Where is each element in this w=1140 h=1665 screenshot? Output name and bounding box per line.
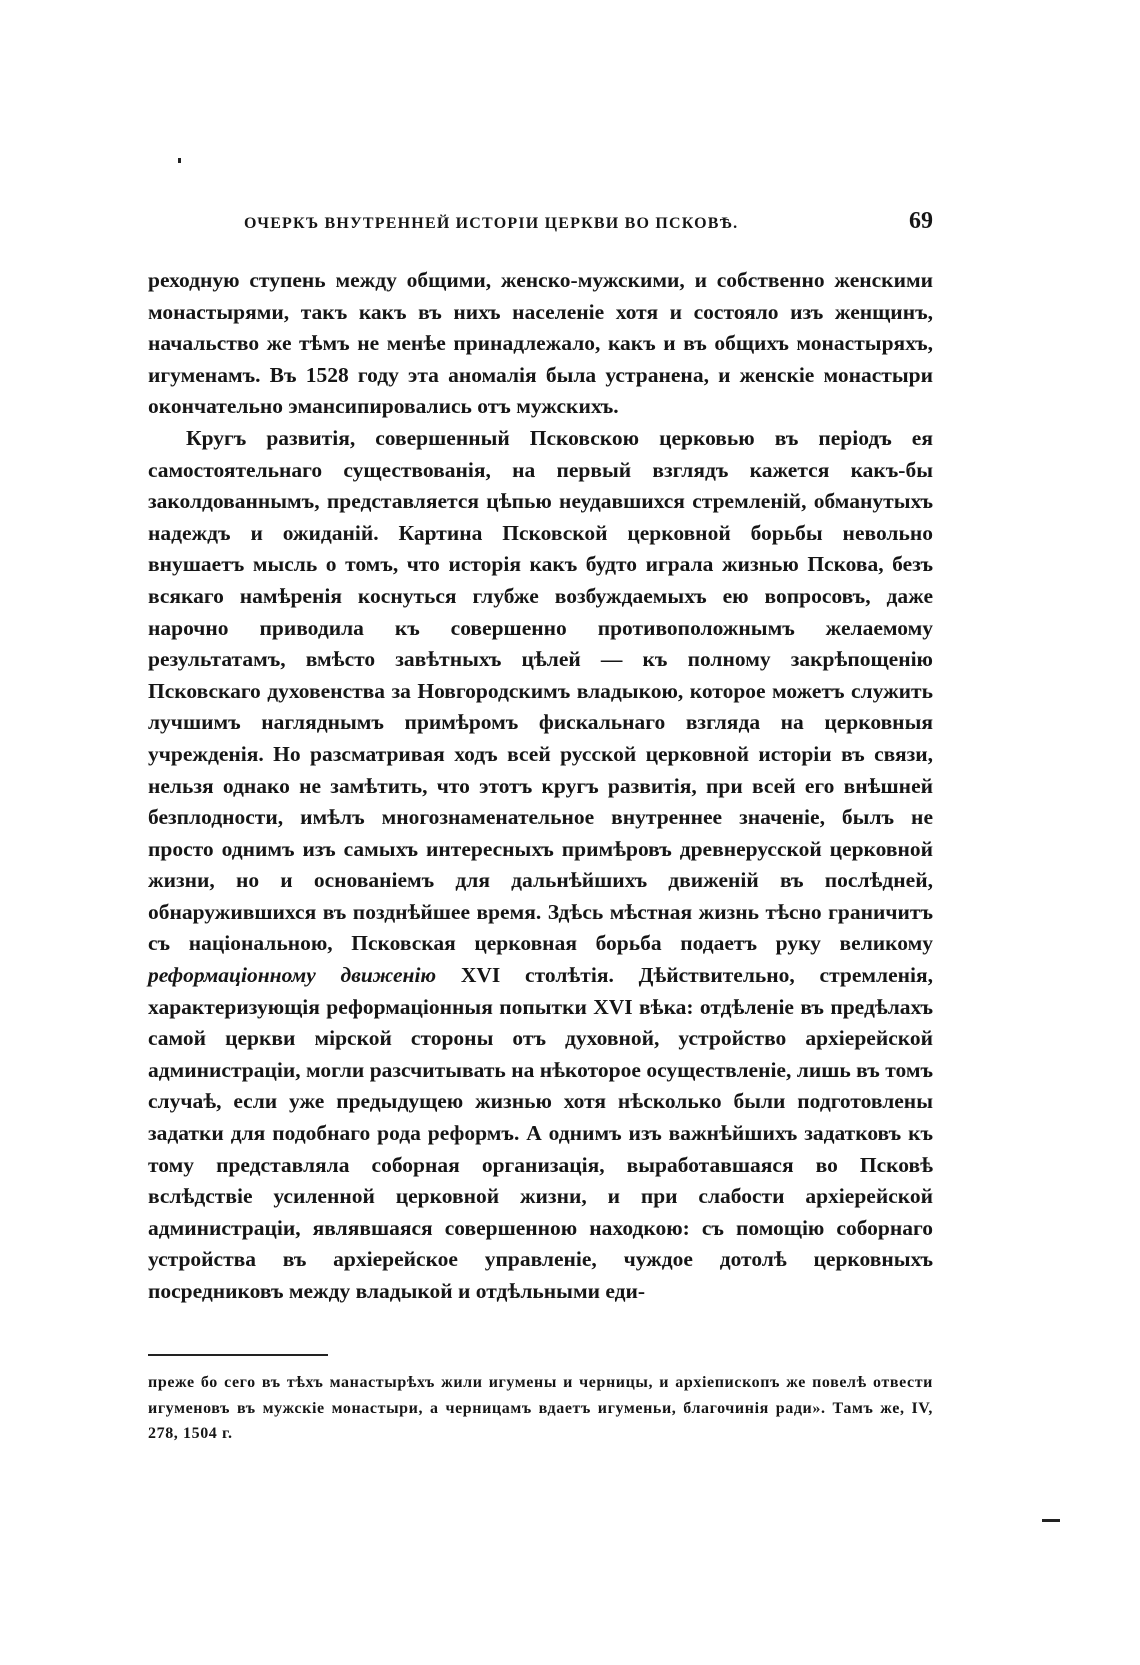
paragraph-continuation: реходную ступень между общими, женско-мужскими, и собственно женскими монастырями, такъ какъ въ нихъ населеніе хотя и состояло изъ женщинъ, начальство же тѣмъ не менѣе принадлежало, какъ и въ общихъ монастыряхъ, игуменамъ. Въ 1528 году эта аномалія была устранена, и женскіе монастыри окончательно эмансипировались отъ мужскихъ. [148,268,933,419]
scan-speck [178,158,181,163]
footnote [148,1370,933,1447]
main-text [148,265,933,1308]
scan-edge-mark [1042,1519,1060,1522]
footnote-text: преже бо сего въ тѣхъ манастырѣхъ жили игумены и черницы, и архіепископъ же повелѣ отвести игуменовъ въ мужскіе монастыри, а черницамъ вдаетъ игуменьи, благочинія ради». Тамъ же, IV, 278, 1504 г. [148,1374,933,1442]
paragraph-text-b: XVI столѣтія. Дѣйствительно, стремленія, характеризующія реформаціонныя попытки XVI вѣка: отдѣленіе въ предѣлахъ самой церкви мірской стороны отъ духовной, устройство архіерейской администраціи, могли разсчитывать на нѣкоторое осуществленіе, лишь въ томъ случаѣ, если уже предыдущею жизнью хотя нѣсколько были подготовлены задатки для подобнаго рода реформъ. А однимъ изъ важнѣйшихъ задатковъ къ тому представляла соборная организація, выработавшаяся во Псковѣ вслѣдствіе усиленной церковной жизни, и при слабости архіерейской администраціи, являвшаяся совершенною находкою: съ помощію соборнаго устройства въ архіерейское управленіе, чуждое дотолѣ церковныхъ посредниковъ между владыкой и отдѣльными еди- [148,963,934,1303]
emphasis-reformation-movement: реформаціонному движенію [148,963,437,988]
running-header [148,208,933,238]
paragraph-text-a: Кругъ развитія, совершенный Псковскою церковью въ періодъ ея самостоятельнаго существованія, на первый взглядъ кажется какъ-бы заколдованнымъ, представляется цѣпью неудавшихся стремленій, обманутыхъ надеждъ и ожиданій. Картина Псковской церковной борьбы невольно внушаетъ мысль о томъ, что исторія какъ будто играла жизнью Пскова, безъ всякаго намѣренія коснуться глубже возбуждаемыхъ ею вопросовъ, даже нарочно приводила къ совершенно противоположнымъ желаемому результатамъ, вмѣсто завѣтныхъ цѣлей — къ полному закрѣпощенію Псковскаго духовенства за Новгородскимъ владыкою, которое можетъ служить лучшимъ нагляднымъ примѣромъ фискальнаго взгляда на церковныя учрежденія. Но разсматривая ходъ всей русской церковной исторіи въ связи, нельзя однако не замѣтить, что этотъ кругъ развитія, при всей его внѣшней безплодности, имѣлъ многознаменательное внутреннее значеніе, былъ не просто однимъ изъ самыхъ интересныхъ примѣровъ древнерусской церковной жизни, но и основаніемъ для дальнѣйшихъ движеній въ послѣдней, обнаружившихся въ позднѣйшее время. Здѣсь мѣстная жизнь тѣсно граничитъ съ національною, Псковская церковная борьба подаетъ руку великому [148,425,933,956]
page-number: 69 [909,208,933,234]
footnote-divider [148,1354,328,1356]
running-title: ОЧЕРКЪ ВНУТРЕННЕЙ ИСТОРІИ ЦЕРКВИ ВО ПСКОВѢ. [244,215,739,232]
paragraph-circle-of-development [148,423,933,1308]
